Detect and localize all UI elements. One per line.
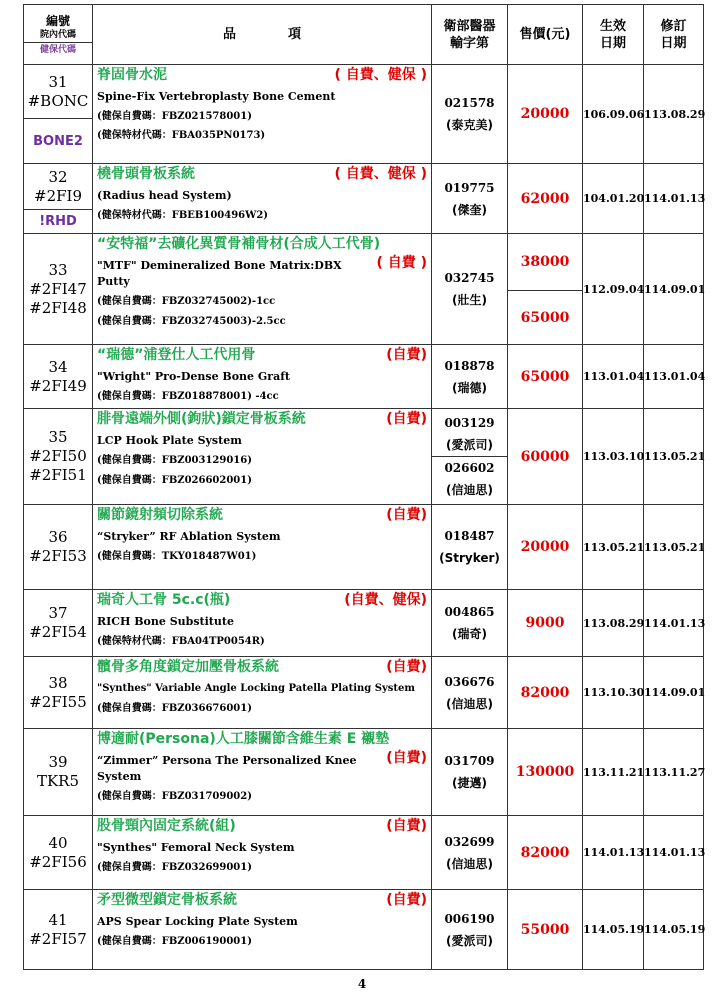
item-billing-code: (健保自費碼：FBZ032745002)-1cc xyxy=(97,296,276,307)
item-billing-code: (健保自費碼：FBZ021578001) xyxy=(97,111,252,122)
page-number: 4 xyxy=(357,977,367,991)
revised-date: 113.05.21 xyxy=(644,409,704,505)
item-tag: (自費) xyxy=(386,507,427,523)
vendor-name: (捷邁) xyxy=(452,776,487,790)
item-name-zh-text: 博適耐(Persona)人工膝關節含維生素 E 襯墊 xyxy=(97,731,390,747)
item-number: 38 xyxy=(48,673,68,692)
header-effective-date xyxy=(583,5,644,65)
item-code-cell xyxy=(24,890,93,970)
item-description xyxy=(93,890,432,970)
item-price: 62000 xyxy=(508,164,583,234)
item-license xyxy=(432,729,508,816)
item-number: 35 xyxy=(48,428,68,446)
table-row xyxy=(24,590,704,657)
effective-date: 113.01.04 xyxy=(583,345,644,409)
table-row xyxy=(24,65,704,119)
item-number: 40 xyxy=(48,833,68,852)
item-code: #2FI56 xyxy=(29,852,87,871)
item-license xyxy=(432,505,508,590)
item-name-zh xyxy=(97,165,427,184)
revised-date: 113.05.21 xyxy=(644,505,704,590)
item-billing-code: (健保自費碼：FBZ018878001) -4cc xyxy=(97,391,279,402)
table-row xyxy=(24,505,704,590)
item-name-en: (Radius head System) xyxy=(97,189,232,202)
revised-date: 114.01.13 xyxy=(644,164,704,234)
item-billing-code: (健保自費碼：FBZ026602001) xyxy=(97,475,252,486)
item-name-en: "Wright" Pro-Dense Bone Graft xyxy=(97,370,291,383)
item-license xyxy=(432,409,508,505)
item-name-zh-text: 橈骨頭骨板系統 xyxy=(97,166,195,182)
item-code: #2FI54 xyxy=(29,623,87,641)
item-number: 37 xyxy=(48,604,68,622)
table-row xyxy=(24,409,704,505)
header-code-label: 編號 xyxy=(45,14,70,28)
effective-date: 114.05.19 xyxy=(583,890,644,970)
item-tag: (自費) xyxy=(386,659,427,675)
item-code-cell xyxy=(24,234,93,345)
price-list-table xyxy=(23,4,704,970)
table-row xyxy=(24,657,704,729)
license-number-2: 026602 xyxy=(444,461,495,475)
item-license xyxy=(432,657,508,729)
item-name-en: "Synthes" Femoral Neck System xyxy=(97,841,295,854)
item-name-zh xyxy=(97,730,427,766)
item-code-cell xyxy=(24,164,93,210)
item-code: #2FI50 xyxy=(29,447,87,465)
item-code: TKR5 xyxy=(36,772,80,790)
table-row xyxy=(24,890,704,970)
item-price: 82000 xyxy=(508,657,583,729)
license-block-2 xyxy=(432,456,507,501)
vendor-name: (瑞德) xyxy=(452,380,487,395)
item-name-zh xyxy=(97,658,427,677)
item-name-en: APS Spear Locking Plate System xyxy=(97,915,298,928)
header-hospital-code-label: 院內代碼 xyxy=(39,30,76,40)
item-price: 60000 xyxy=(508,409,583,505)
item-price: 20000 xyxy=(508,65,583,164)
table-row xyxy=(24,234,704,291)
header-license-line2: 輸字第 xyxy=(449,35,489,51)
item-tag: ( 自費、健保 ) xyxy=(334,166,427,182)
item-name-zh xyxy=(97,817,427,836)
nhi-code: !RHD xyxy=(24,210,93,234)
item-tag: (自費) xyxy=(386,818,427,834)
item-code-cell xyxy=(24,657,93,729)
item-tag: (自費) xyxy=(386,411,427,427)
revised-date: 114.09.01 xyxy=(644,657,704,729)
item-code: #2FI57 xyxy=(29,929,87,948)
vendor-name: (信迪思) xyxy=(446,856,493,871)
effective-date: 113.08.29 xyxy=(583,590,644,657)
item-tag: ( 自費 ) xyxy=(376,255,427,271)
vendor-name: (Stryker) xyxy=(439,551,500,565)
item-tag: (自費) xyxy=(386,892,427,908)
item-billing-code: (健保自費碼：FBZ003129016) xyxy=(97,455,252,466)
item-number: 41 xyxy=(48,910,68,929)
item-code: #2FI55 xyxy=(29,692,87,711)
header-nhi-code-label: 健保代碼 xyxy=(24,42,92,57)
item-code-2: #2FI51 xyxy=(29,466,87,484)
item-price: 38000 xyxy=(508,234,583,291)
revised-date: 114.01.13 xyxy=(644,590,704,657)
item-code-cell xyxy=(24,816,93,890)
effective-date: 114.01.13 xyxy=(583,816,644,890)
item-description xyxy=(93,816,432,890)
vendor-name: (瑞奇) xyxy=(452,627,487,641)
item-tag: (自費) xyxy=(386,347,427,363)
item-license xyxy=(432,234,508,345)
vendor-name: (愛派司) xyxy=(446,438,493,452)
item-price: 130000 xyxy=(508,729,583,816)
item-name-zh xyxy=(97,591,427,610)
header-revised-line1: 修訂 xyxy=(660,18,687,34)
item-billing-code: (健保自費碼：TKY018487W01) xyxy=(97,551,257,562)
item-name-en: LCP Hook Plate System xyxy=(97,434,242,447)
item-code-cell xyxy=(24,505,93,590)
revised-date: 113.08.29 xyxy=(644,65,704,164)
item-name-zh xyxy=(97,66,427,85)
item-code-cell xyxy=(24,729,93,816)
item-name-zh-text: 脊固骨水泥 xyxy=(97,67,167,83)
item-tag: (自費) xyxy=(386,750,427,766)
item-name-zh xyxy=(97,891,427,910)
item-code: #2FI9 xyxy=(34,186,82,205)
item-price: 82000 xyxy=(508,816,583,890)
item-code-cell xyxy=(24,409,93,505)
revised-date: 114.09.01 xyxy=(644,234,704,345)
item-description xyxy=(93,409,432,505)
item-description xyxy=(93,234,432,345)
item-description xyxy=(93,345,432,409)
license-number: 021578 xyxy=(444,96,495,110)
header-effective-line1: 生效 xyxy=(599,18,626,34)
item-license xyxy=(432,164,508,234)
vendor-name: (泰克美) xyxy=(446,118,493,132)
effective-date: 104.01.20 xyxy=(583,164,644,234)
revised-date: 113.01.04 xyxy=(644,345,704,409)
item-name-zh-text: “安特福”去礦化異質骨補骨材(合成人工代骨) xyxy=(97,236,381,252)
item-name-zh-text: 關節鏡射頻切除系統 xyxy=(97,507,223,523)
revised-date: 113.11.27 xyxy=(644,729,704,816)
item-number: 39 xyxy=(48,753,68,771)
item-name-zh-text: 矛型微型鎖定骨板系統 xyxy=(97,892,237,908)
item-name-zh-text: 股骨頸內固定系統(組) xyxy=(97,818,236,834)
vendor-name: (愛派司) xyxy=(446,933,493,948)
item-description xyxy=(93,65,432,164)
item-name-en: "Synthes" Variable Angle Locking Patella Plating System xyxy=(97,683,415,694)
item-code-2: #2FI48 xyxy=(29,298,87,317)
item-tag: ( 自費、健保 ) xyxy=(334,67,427,83)
item-billing-code: (健保自費碼：FBZ036676001) xyxy=(97,703,252,714)
header-license-line1: 衛部醫器 xyxy=(443,18,496,34)
vendor-name: (信迪思) xyxy=(446,696,493,711)
header-price: 售價(元) xyxy=(508,5,583,65)
item-price: 20000 xyxy=(508,505,583,590)
table-row xyxy=(24,729,704,816)
header-revised-line2: 日期 xyxy=(660,35,687,51)
vendor-name: (傑奎) xyxy=(452,202,487,217)
header-code-cell xyxy=(24,5,93,65)
item-name-zh xyxy=(97,235,427,271)
license-number: 032745 xyxy=(444,271,495,285)
header-revised-date xyxy=(644,5,704,65)
license-number: 003129 xyxy=(444,416,495,430)
item-code-cell xyxy=(24,345,93,409)
item-number: 32 xyxy=(48,167,68,186)
license-number: 018487 xyxy=(444,529,495,543)
table-row xyxy=(24,164,704,210)
item-number: 34 xyxy=(48,357,68,376)
item-price: 9000 xyxy=(508,590,583,657)
item-description xyxy=(93,590,432,657)
item-code: #2FI49 xyxy=(29,376,87,395)
item-billing-code: (健保特材代碼：FBA035PN0173) xyxy=(97,130,266,141)
effective-date: 113.05.21 xyxy=(583,505,644,590)
item-billing-code: (健保特材代碼：FBA04TP0054R) xyxy=(97,636,265,647)
item-license xyxy=(432,890,508,970)
item-number: 33 xyxy=(48,260,68,279)
effective-date: 113.03.10 xyxy=(583,409,644,505)
license-number: 032699 xyxy=(444,834,495,849)
effective-date: 106.09.06 xyxy=(583,65,644,164)
effective-date: 113.11.21 xyxy=(583,729,644,816)
table-row xyxy=(24,816,704,890)
item-code: #BONC xyxy=(27,91,89,110)
vendor-name: (壯生) xyxy=(452,293,487,307)
item-code-cell xyxy=(24,590,93,657)
item-name-zh-text: 瑞奇人工骨 5c.c(瓶) xyxy=(97,592,231,608)
item-code: #2FI53 xyxy=(29,547,87,565)
item-license xyxy=(432,65,508,164)
item-number: 36 xyxy=(48,528,68,546)
header-effective-line2: 日期 xyxy=(599,35,626,51)
item-description xyxy=(93,505,432,590)
item-code: #2FI47 xyxy=(29,279,87,298)
nhi-code: BONE2 xyxy=(24,119,93,164)
item-name-en: Spine-Fix Vertebroplasty Bone Cement xyxy=(97,90,336,103)
item-code-cell xyxy=(24,65,93,119)
item-billing-code: (健保自費碼：FBZ031709002) xyxy=(97,791,252,802)
license-block-1 xyxy=(432,412,507,456)
item-billing-code: (健保自費碼：FBZ006190001) xyxy=(97,936,252,947)
item-number: 31 xyxy=(48,72,68,91)
item-name-en: “Stryker” RF Ablation System xyxy=(97,530,281,543)
item-name-zh-text: 髕骨多角度鎖定加壓骨板系統 xyxy=(97,659,279,675)
item-description xyxy=(93,729,432,816)
revised-date: 114.01.13 xyxy=(644,816,704,890)
item-name-en: “Zimmer” Persona The Personalized Knee System xyxy=(97,754,357,783)
license-number: 036676 xyxy=(444,674,495,689)
license-number: 031709 xyxy=(444,754,495,768)
vendor-name-2: (信迪思) xyxy=(446,483,493,497)
item-tag: (自費、健保) xyxy=(344,592,427,608)
header-row xyxy=(24,5,704,65)
item-description xyxy=(93,164,432,234)
item-name-zh-text: 腓骨遠端外側(鉤狀)鎖定骨板系統 xyxy=(97,411,306,427)
item-name-zh xyxy=(97,506,427,525)
item-name-zh xyxy=(97,346,427,365)
item-license xyxy=(432,590,508,657)
item-price: 65000 xyxy=(508,345,583,409)
item-license xyxy=(432,816,508,890)
effective-date: 112.09.04 xyxy=(583,234,644,345)
license-number: 018878 xyxy=(444,358,495,373)
item-name-zh-text: “瑞德”浦登仕人工代用骨 xyxy=(97,347,256,363)
item-price-2: 65000 xyxy=(508,291,583,345)
revised-date: 114.05.19 xyxy=(644,890,704,970)
item-description xyxy=(93,657,432,729)
item-license xyxy=(432,345,508,409)
item-name-en: RICH Bone Substitute xyxy=(97,615,234,628)
license-number: 004865 xyxy=(444,605,495,619)
item-name-en: "MTF" Demineralized Bone Matrix:DBX Putty xyxy=(97,259,342,288)
item-billing-code: (健保特材代碼：FBEB100496W2) xyxy=(97,210,269,221)
item-billing-code: (健保自費碼：FBZ032699001) xyxy=(97,862,252,873)
table-row xyxy=(24,345,704,409)
item-billing-code: (健保自費碼：FBZ032745003)-2.5cc xyxy=(97,316,286,327)
license-number: 006190 xyxy=(444,911,495,926)
header-license xyxy=(432,5,508,65)
license-number: 019775 xyxy=(444,180,495,195)
item-price: 55000 xyxy=(508,890,583,970)
item-name-zh xyxy=(97,410,427,429)
effective-date: 113.10.30 xyxy=(583,657,644,729)
header-item: 品 項 xyxy=(93,5,432,65)
